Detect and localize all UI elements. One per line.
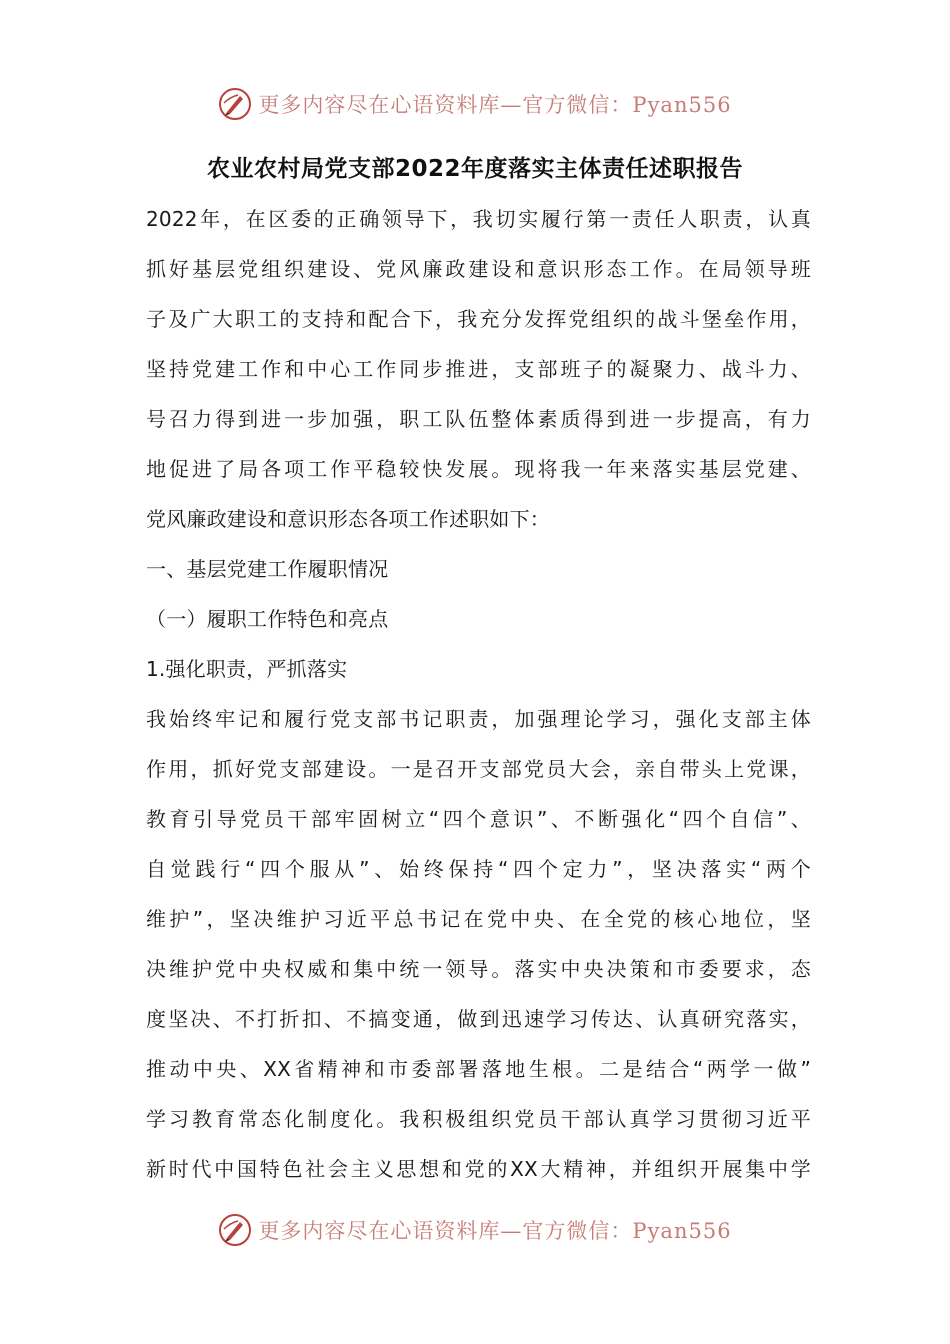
pen-logo-icon	[218, 87, 252, 121]
item-heading: 1.强化职责，严抓落实	[146, 657, 348, 681]
pen-logo-icon	[218, 1213, 252, 1247]
body-line: 党风廉政建设和意识形态各项工作述职如下：	[146, 507, 550, 531]
body-line: 决维护党中央权威和集中统一领导。落实中央决策和市委要求，态	[146, 957, 811, 981]
document-title: 农业农村局党支部2022年度落实主体责任述职报告	[206, 156, 743, 182]
body-line: 学习教育常态化制度化。我积极组织党员干部认真学习贯彻习近平	[146, 1107, 811, 1131]
body-line: 推动中央、XX省精神和市委部署落地生根。二是结合“两学一做”	[146, 1057, 811, 1081]
body-line: 号召力得到进一步加强，职工队伍整体素质得到进一步提高，有力	[146, 407, 811, 431]
body-line: 自觉践行“四个服从”、始终保持“四个定力”，坚决落实“两个	[146, 857, 811, 881]
body-line: 作用，抓好党支部建设。一是召开支部党员大会，亲自带头上党课，	[146, 757, 811, 781]
subsection-heading: （一）履职工作特色和亮点	[146, 607, 389, 631]
body-line: 新时代中国特色社会主义思想和党的XX大精神，并组织开展集中学	[146, 1157, 811, 1181]
body-line: 地促进了局各项工作平稳较快发展。现将我一年来落实基层党建、	[146, 457, 811, 481]
body-line: 我始终牢记和履行党支部书记职责，加强理论学习，强化支部主体	[146, 707, 811, 731]
watermark-header	[0, 84, 950, 124]
body-line: 子及广大职工的支持和配合下，我充分发挥党组织的战斗堡垒作用，	[146, 307, 811, 331]
document-body	[146, 194, 811, 1194]
body-line: 2022年，在区委的正确领导下，我切实履行第一责任人职责，认真	[146, 207, 811, 231]
body-line: 坚持党建工作和中心工作同步推进，支部班子的凝聚力、战斗力、	[146, 357, 811, 381]
watermark-footer	[0, 1210, 950, 1250]
section-heading: 一、基层党建工作履职情况	[146, 557, 389, 581]
body-line: 教育引导党员干部牢固树立“四个意识”、不断强化“四个自信”、	[146, 807, 811, 831]
watermark-text: 更多内容尽在心语资料库—官方微信：Pyan556	[258, 1219, 732, 1243]
body-line: 度坚决、不打折扣、不搞变通，做到迅速学习传达、认真研究落实，	[146, 1007, 811, 1031]
body-line: 抓好基层党组织建设、党风廉政建设和意识形态工作。在局领导班	[146, 257, 811, 281]
watermark-text: 更多内容尽在心语资料库—官方微信：Pyan556	[258, 93, 732, 117]
body-line: 维护”，坚决维护习近平总书记在党中央、在全党的核心地位，坚	[146, 907, 811, 931]
